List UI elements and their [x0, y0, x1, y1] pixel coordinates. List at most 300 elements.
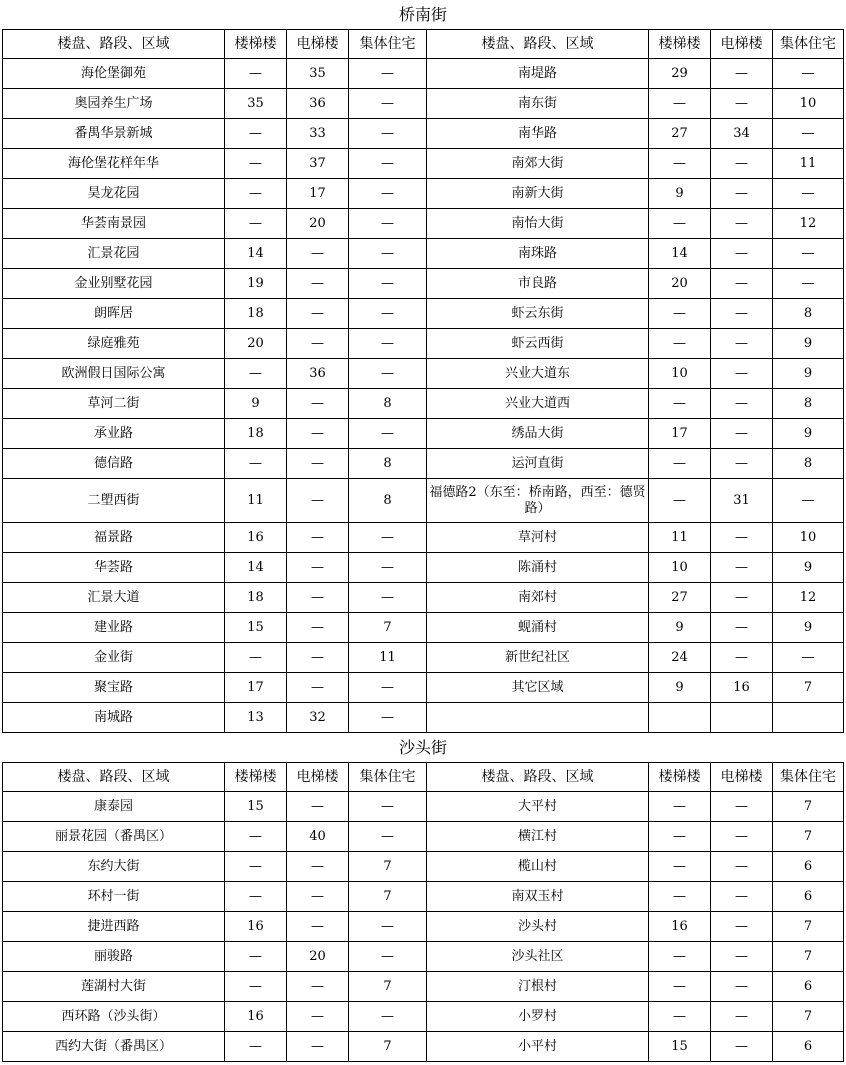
- housing-table: [2, 0, 844, 1062]
- value-cell: —: [773, 239, 844, 269]
- value-cell: 9: [773, 329, 844, 359]
- value-cell: —: [349, 553, 427, 583]
- value-cell: —: [711, 912, 773, 942]
- table-row: [3, 299, 844, 329]
- table-row: [3, 792, 844, 822]
- column-header: 集体住宅: [773, 763, 844, 792]
- value-cell: —: [349, 89, 427, 119]
- area-name-cell: 南珠路: [427, 239, 649, 269]
- value-cell: 9: [773, 613, 844, 643]
- area-name-cell: 陈涌村: [427, 553, 649, 583]
- value-cell: 7: [349, 972, 427, 1002]
- value-cell: 11: [225, 479, 287, 523]
- value-cell: 12: [773, 583, 844, 613]
- value-cell: —: [349, 119, 427, 149]
- value-cell: 10: [649, 359, 711, 389]
- value-cell: 17: [225, 673, 287, 703]
- area-name-cell: 朗晖居: [3, 299, 225, 329]
- value-cell: —: [287, 389, 349, 419]
- column-header: 楼梯楼: [649, 30, 711, 59]
- value-cell: 7: [349, 852, 427, 882]
- value-cell: —: [225, 449, 287, 479]
- value-cell: —: [349, 359, 427, 389]
- area-name-cell: 南东街: [427, 89, 649, 119]
- area-name-cell: 沙头村: [427, 912, 649, 942]
- area-name-cell: 沙头社区: [427, 942, 649, 972]
- value-cell: 7: [349, 613, 427, 643]
- column-header: 集体住宅: [349, 763, 427, 792]
- table-row: [3, 1002, 844, 1032]
- value-cell: 20: [225, 329, 287, 359]
- table-row: [3, 1032, 844, 1062]
- value-cell: —: [711, 972, 773, 1002]
- value-cell: 8: [773, 389, 844, 419]
- value-cell: 19: [225, 269, 287, 299]
- area-name-cell: 小平村: [427, 1032, 649, 1062]
- column-header: 电梯楼: [711, 763, 773, 792]
- value-cell: —: [773, 59, 844, 89]
- value-cell: 33: [287, 119, 349, 149]
- value-cell: 13: [225, 703, 287, 733]
- value-cell: —: [649, 1002, 711, 1032]
- value-cell: —: [649, 882, 711, 912]
- table-row: [3, 239, 844, 269]
- area-name-cell: 南怡大街: [427, 209, 649, 239]
- value-cell: 16: [225, 912, 287, 942]
- value-cell: —: [349, 179, 427, 209]
- value-cell: 7: [773, 1002, 844, 1032]
- value-cell: —: [711, 942, 773, 972]
- area-name-cell: 南新大街: [427, 179, 649, 209]
- area-name-cell: 华荟南景园: [3, 209, 225, 239]
- value-cell: —: [711, 792, 773, 822]
- area-name-cell: 建业路: [3, 613, 225, 643]
- area-name-cell: [427, 703, 649, 733]
- value-cell: —: [287, 329, 349, 359]
- value-cell: —: [711, 1032, 773, 1062]
- area-name-cell: 环村一街: [3, 882, 225, 912]
- table-row: [3, 523, 844, 553]
- value-cell: —: [225, 179, 287, 209]
- value-cell: —: [287, 1002, 349, 1032]
- value-cell: —: [287, 479, 349, 523]
- value-cell: —: [349, 149, 427, 179]
- value-cell: —: [711, 882, 773, 912]
- value-cell: —: [349, 523, 427, 553]
- value-cell: —: [225, 149, 287, 179]
- value-cell: 37: [287, 149, 349, 179]
- area-name-cell: 西环路（沙头街）: [3, 1002, 225, 1032]
- value-cell: —: [649, 972, 711, 1002]
- value-cell: [773, 703, 844, 733]
- table-row: [3, 583, 844, 613]
- header-row: [3, 30, 844, 59]
- area-name-cell: 汇景大道: [3, 583, 225, 613]
- value-cell: 9: [773, 359, 844, 389]
- area-name-cell: 西约大街（番禺区）: [3, 1032, 225, 1062]
- value-cell: 12: [773, 209, 844, 239]
- value-cell: —: [649, 329, 711, 359]
- value-cell: 18: [225, 299, 287, 329]
- value-cell: —: [711, 389, 773, 419]
- value-cell: —: [711, 449, 773, 479]
- area-name-cell: 捷进西路: [3, 912, 225, 942]
- table-row: [3, 703, 844, 733]
- area-name-cell: 承业路: [3, 419, 225, 449]
- value-cell: —: [711, 149, 773, 179]
- area-name-cell: 丽骏路: [3, 942, 225, 972]
- column-header: 电梯楼: [287, 763, 349, 792]
- column-header: 楼盘、路段、区域: [427, 763, 649, 792]
- value-cell: —: [773, 179, 844, 209]
- area-name-cell: 南堤路: [427, 59, 649, 89]
- value-cell: —: [349, 269, 427, 299]
- value-cell: —: [225, 822, 287, 852]
- value-cell: —: [287, 523, 349, 553]
- area-name-cell: 草河二街: [3, 389, 225, 419]
- area-name-cell: 大平村: [427, 792, 649, 822]
- area-name-cell: 南双玉村: [427, 882, 649, 912]
- value-cell: —: [349, 1002, 427, 1032]
- value-cell: —: [711, 269, 773, 299]
- value-cell: —: [349, 329, 427, 359]
- value-cell: —: [349, 209, 427, 239]
- value-cell: 9: [225, 389, 287, 419]
- value-cell: 15: [225, 613, 287, 643]
- table-row: [3, 269, 844, 299]
- value-cell: [649, 703, 711, 733]
- value-cell: —: [287, 269, 349, 299]
- value-cell: —: [649, 209, 711, 239]
- value-cell: —: [349, 59, 427, 89]
- value-cell: —: [287, 673, 349, 703]
- table-row: [3, 613, 844, 643]
- table-row: [3, 389, 844, 419]
- value-cell: 36: [287, 359, 349, 389]
- value-cell: —: [711, 583, 773, 613]
- section-title-row: [3, 0, 844, 30]
- value-cell: 7: [349, 882, 427, 912]
- value-cell: —: [225, 942, 287, 972]
- area-name-cell: 蚬涌村: [427, 613, 649, 643]
- area-name-cell: 南郊大街: [427, 149, 649, 179]
- table-row: [3, 119, 844, 149]
- area-name-cell: 兴业大道西: [427, 389, 649, 419]
- value-cell: —: [349, 673, 427, 703]
- area-name-cell: 其它区域: [427, 673, 649, 703]
- table-row: [3, 852, 844, 882]
- column-header: 楼梯楼: [225, 30, 287, 59]
- value-cell: 7: [773, 912, 844, 942]
- area-name-cell: 草河村: [427, 523, 649, 553]
- value-cell: 16: [225, 1002, 287, 1032]
- section-title: 沙头街: [3, 733, 844, 763]
- area-name-cell: 兴业大道东: [427, 359, 649, 389]
- value-cell: 16: [649, 912, 711, 942]
- value-cell: 35: [225, 89, 287, 119]
- value-cell: —: [225, 359, 287, 389]
- value-cell: —: [711, 643, 773, 673]
- value-cell: 6: [773, 1032, 844, 1062]
- value-cell: 9: [649, 613, 711, 643]
- value-cell: 8: [773, 449, 844, 479]
- value-cell: 16: [711, 673, 773, 703]
- value-cell: 14: [649, 239, 711, 269]
- table-row: [3, 912, 844, 942]
- area-name-cell: 虾云西街: [427, 329, 649, 359]
- value-cell: —: [773, 119, 844, 149]
- table-row: [3, 942, 844, 972]
- value-cell: 10: [649, 553, 711, 583]
- value-cell: 9: [773, 553, 844, 583]
- value-cell: 14: [225, 239, 287, 269]
- value-cell: 14: [225, 553, 287, 583]
- value-cell: 20: [287, 942, 349, 972]
- value-cell: —: [225, 852, 287, 882]
- value-cell: 18: [225, 419, 287, 449]
- value-cell: —: [711, 89, 773, 119]
- area-name-cell: 昊龙花园: [3, 179, 225, 209]
- value-cell: —: [287, 613, 349, 643]
- value-cell: —: [711, 59, 773, 89]
- area-name-cell: 市良路: [427, 269, 649, 299]
- value-cell: [711, 703, 773, 733]
- column-header: 楼盘、路段、区域: [427, 30, 649, 59]
- header-row: [3, 763, 844, 792]
- value-cell: 18: [225, 583, 287, 613]
- area-name-cell: 横江村: [427, 822, 649, 852]
- value-cell: —: [711, 299, 773, 329]
- column-header: 楼梯楼: [225, 763, 287, 792]
- value-cell: 11: [649, 523, 711, 553]
- value-cell: —: [225, 972, 287, 1002]
- value-cell: —: [225, 209, 287, 239]
- area-name-cell: 南郊村: [427, 583, 649, 613]
- value-cell: —: [649, 479, 711, 523]
- value-cell: —: [349, 822, 427, 852]
- value-cell: —: [711, 553, 773, 583]
- value-cell: —: [349, 239, 427, 269]
- value-cell: —: [349, 942, 427, 972]
- column-header: 楼梯楼: [649, 763, 711, 792]
- area-name-cell: 南华路: [427, 119, 649, 149]
- value-cell: —: [225, 1032, 287, 1062]
- table-row: [3, 449, 844, 479]
- area-name-cell: 新世纪社区: [427, 643, 649, 673]
- area-name-cell: 虾云东街: [427, 299, 649, 329]
- value-cell: —: [649, 299, 711, 329]
- table-row: [3, 359, 844, 389]
- value-cell: 27: [649, 583, 711, 613]
- value-cell: 11: [349, 643, 427, 673]
- value-cell: 8: [349, 479, 427, 523]
- value-cell: 24: [649, 643, 711, 673]
- area-name-cell: 华荟路: [3, 553, 225, 583]
- area-name-cell: 绿庭雅苑: [3, 329, 225, 359]
- table-body: [3, 0, 844, 1062]
- area-name-cell: 榄山村: [427, 852, 649, 882]
- area-name-cell: 丽景花园（番禺区）: [3, 822, 225, 852]
- value-cell: —: [649, 89, 711, 119]
- area-name-cell: 欧洲假日国际公寓: [3, 359, 225, 389]
- value-cell: —: [287, 299, 349, 329]
- value-cell: 8: [349, 449, 427, 479]
- value-cell: —: [349, 912, 427, 942]
- value-cell: 15: [649, 1032, 711, 1062]
- value-cell: —: [349, 419, 427, 449]
- column-header: 集体住宅: [773, 30, 844, 59]
- table-row: [3, 209, 844, 239]
- area-name-cell: 聚宝路: [3, 673, 225, 703]
- value-cell: —: [225, 59, 287, 89]
- area-name-cell: 金业街: [3, 643, 225, 673]
- value-cell: —: [711, 359, 773, 389]
- value-cell: —: [287, 882, 349, 912]
- value-cell: 11: [773, 149, 844, 179]
- table-row: [3, 882, 844, 912]
- value-cell: —: [711, 419, 773, 449]
- value-cell: —: [649, 792, 711, 822]
- table-row: [3, 149, 844, 179]
- area-name-cell: 金业别墅花园: [3, 269, 225, 299]
- column-header: 楼盘、路段、区域: [3, 30, 225, 59]
- value-cell: —: [287, 792, 349, 822]
- value-cell: 36: [287, 89, 349, 119]
- value-cell: —: [711, 822, 773, 852]
- value-cell: —: [287, 419, 349, 449]
- area-name-cell: 康泰园: [3, 792, 225, 822]
- column-header: 集体住宅: [349, 30, 427, 59]
- value-cell: —: [287, 583, 349, 613]
- value-cell: —: [287, 643, 349, 673]
- value-cell: 6: [773, 852, 844, 882]
- value-cell: 7: [349, 1032, 427, 1062]
- value-cell: —: [349, 583, 427, 613]
- value-cell: —: [287, 449, 349, 479]
- value-cell: —: [225, 882, 287, 912]
- table-row: [3, 553, 844, 583]
- value-cell: —: [711, 239, 773, 269]
- area-name-cell: 德信路: [3, 449, 225, 479]
- table-row: [3, 673, 844, 703]
- value-cell: —: [711, 613, 773, 643]
- value-cell: —: [287, 972, 349, 1002]
- area-name-cell: 二塱西街: [3, 479, 225, 523]
- area-name-cell: 番禺华景新城: [3, 119, 225, 149]
- value-cell: —: [349, 299, 427, 329]
- value-cell: 20: [287, 209, 349, 239]
- area-name-cell: 南城路: [3, 703, 225, 733]
- area-name-cell: 绣品大街: [427, 419, 649, 449]
- value-cell: —: [711, 523, 773, 553]
- table-row: [3, 179, 844, 209]
- value-cell: —: [287, 912, 349, 942]
- area-name-cell: 奥园养生广场: [3, 89, 225, 119]
- column-header: 电梯楼: [287, 30, 349, 59]
- value-cell: —: [649, 389, 711, 419]
- value-cell: —: [773, 479, 844, 523]
- area-name-cell: 福德路2（东至：桥南路，西至：德贤路）: [427, 479, 649, 523]
- value-cell: 40: [287, 822, 349, 852]
- area-name-cell: 福景路: [3, 523, 225, 553]
- value-cell: —: [649, 822, 711, 852]
- value-cell: 7: [773, 822, 844, 852]
- value-cell: 29: [649, 59, 711, 89]
- section-title: 桥南街: [3, 0, 844, 30]
- column-header: 楼盘、路段、区域: [3, 763, 225, 792]
- value-cell: 8: [773, 299, 844, 329]
- value-cell: —: [773, 269, 844, 299]
- value-cell: 7: [773, 673, 844, 703]
- area-name-cell: 莲湖村大街: [3, 972, 225, 1002]
- value-cell: —: [287, 852, 349, 882]
- value-cell: —: [287, 239, 349, 269]
- column-header: 电梯楼: [711, 30, 773, 59]
- table-row: [3, 479, 844, 523]
- value-cell: 17: [287, 179, 349, 209]
- value-cell: —: [349, 703, 427, 733]
- value-cell: 35: [287, 59, 349, 89]
- value-cell: 20: [649, 269, 711, 299]
- value-cell: —: [349, 792, 427, 822]
- value-cell: —: [225, 643, 287, 673]
- value-cell: —: [711, 209, 773, 239]
- value-cell: 9: [773, 419, 844, 449]
- value-cell: —: [287, 1032, 349, 1062]
- value-cell: —: [287, 553, 349, 583]
- value-cell: 9: [649, 673, 711, 703]
- value-cell: 32: [287, 703, 349, 733]
- value-cell: 34: [711, 119, 773, 149]
- area-name-cell: 汀根村: [427, 972, 649, 1002]
- table-row: [3, 329, 844, 359]
- value-cell: —: [711, 329, 773, 359]
- value-cell: —: [649, 149, 711, 179]
- table-row: [3, 643, 844, 673]
- value-cell: 8: [349, 389, 427, 419]
- value-cell: 31: [711, 479, 773, 523]
- area-name-cell: 海伦堡花样年华: [3, 149, 225, 179]
- value-cell: 27: [649, 119, 711, 149]
- area-name-cell: 海伦堡御苑: [3, 59, 225, 89]
- area-name-cell: 汇景花园: [3, 239, 225, 269]
- value-cell: 6: [773, 882, 844, 912]
- value-cell: 16: [225, 523, 287, 553]
- value-cell: 17: [649, 419, 711, 449]
- table-row: [3, 59, 844, 89]
- value-cell: 7: [773, 942, 844, 972]
- value-cell: —: [711, 179, 773, 209]
- value-cell: 15: [225, 792, 287, 822]
- value-cell: —: [649, 852, 711, 882]
- table-row: [3, 89, 844, 119]
- area-name-cell: 东约大街: [3, 852, 225, 882]
- section-title-row: [3, 733, 844, 763]
- value-cell: —: [711, 852, 773, 882]
- value-cell: —: [225, 119, 287, 149]
- area-name-cell: 小罗村: [427, 1002, 649, 1032]
- table-row: [3, 822, 844, 852]
- value-cell: 10: [773, 523, 844, 553]
- table-row: [3, 972, 844, 1002]
- value-cell: —: [649, 449, 711, 479]
- value-cell: 7: [773, 792, 844, 822]
- value-cell: 6: [773, 972, 844, 1002]
- value-cell: 10: [773, 89, 844, 119]
- table-row: [3, 419, 844, 449]
- area-name-cell: 运河直街: [427, 449, 649, 479]
- value-cell: —: [711, 1002, 773, 1032]
